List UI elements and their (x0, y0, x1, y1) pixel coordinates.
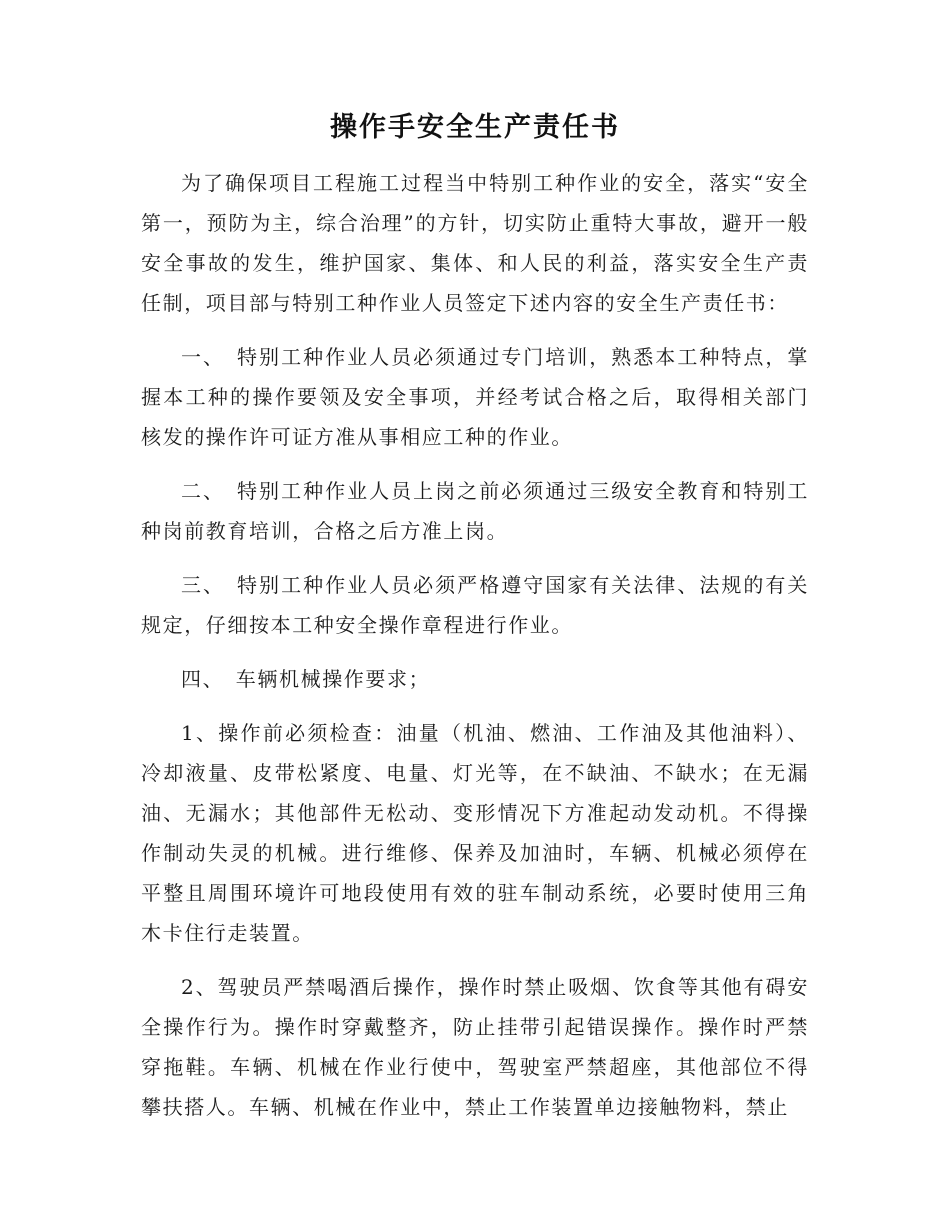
intro-paragraph: 为了确保项目工程施工过程当中特别工种作业的安全，落实“安全第一，预防为主，综合治理”的方针，切实防止重特大事故，避开一般安全事故的发生，维护国家、集体、和人民的利益，落实安全生产责任制，项目部与特别工种作业人员签定下述内容的安全生产责任书： (141, 171, 809, 315)
clause-2-paragraph: 二、 特别工种作业人员上岗之前必须通过三级安全教育和特别工种岗前教育培训，合格之后方准上岗。 (141, 479, 809, 543)
clause-1-paragraph: 一、 特别工种作业人员必须通过专门培训，熟悉本工种特点，掌握本工种的操作要领及安全事项，并经考试合格之后，取得相关部门核发的操作许可证方准从事相应工种的作业。 (141, 345, 809, 449)
clause-4-heading: 四、 车辆机械操作要求； (181, 667, 431, 691)
document-title: 操作手安全生产责任书 (330, 112, 620, 143)
clause-3-paragraph: 三、 特别工种作业人员必须严格遵守国家有关法律、法规的有关规定，仔细按本工种安全操作章程进行作业。 (141, 573, 809, 637)
document-body (141, 163, 809, 1141)
requirement-2-paragraph: 2、驾驶员严禁喝酒后操作，操作时禁止吸烟、饮食等其他有碍安全操作行为。操作时穿戴整齐，防止挂带引起错误操作。操作时严禁穿拖鞋。车辆、机械在作业行使中，驾驶室严禁超座，其他部位不得攀扶搭人。车辆、机械在作业中，禁止工作装置单边接触物料，禁止 (141, 975, 809, 1119)
requirement-1-paragraph: 1、操作前必须检查：油量（机油、燃油、工作油及其他油料）、冷却液量、皮带松紧度、电量、灯光等，在不缺油、不缺水；在无漏油、无漏水；其他部件无松动、变形情况下方准起动发动机。不得操作制动失灵的机械。进行维修、保养及加油时，车辆、机械必须停在平整且周围环境许可地段使用有效的驻车制动系统，必要时使用三角木卡住行走装置。 (141, 721, 809, 945)
